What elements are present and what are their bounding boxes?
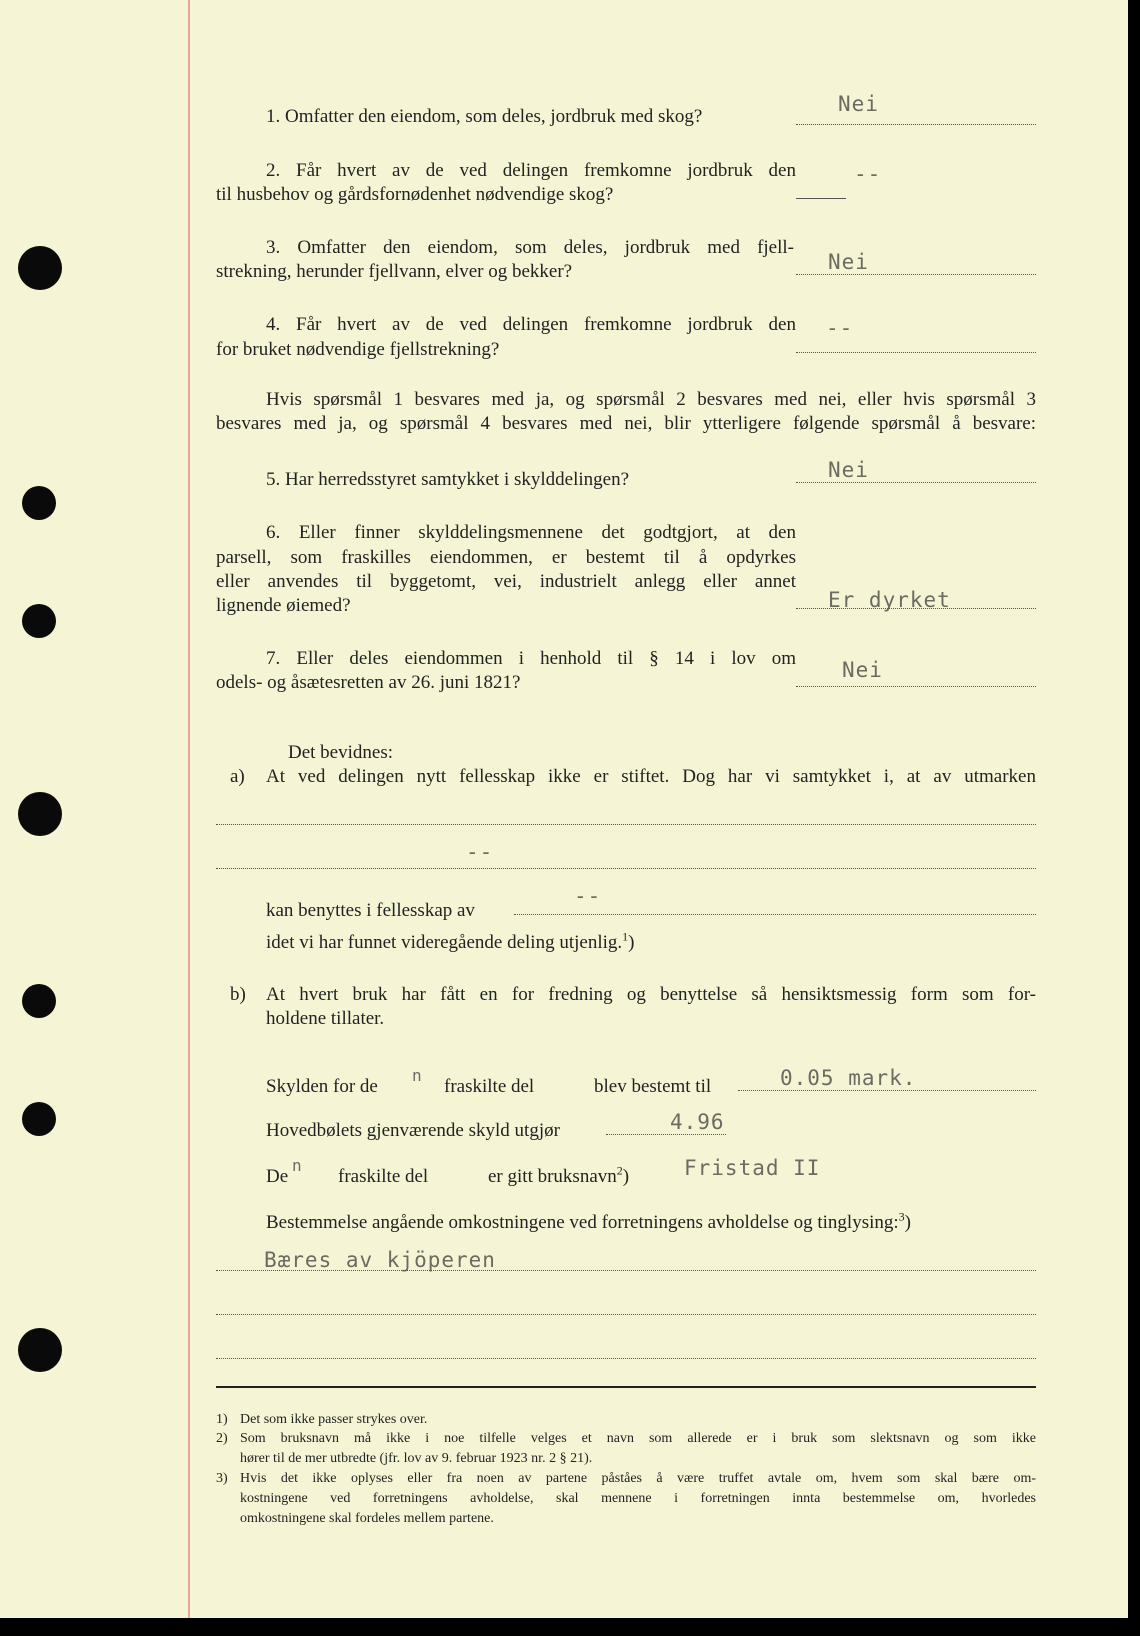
navn-n: n (292, 1156, 303, 1175)
footnote-separator (216, 1386, 1036, 1388)
shared-label: kan benyttes i fellesskap av (266, 900, 475, 921)
skyld-value: 0.05 mark. (780, 1066, 917, 1090)
answer-line-2 (796, 198, 846, 199)
cost-fill-line-1 (216, 1270, 1036, 1271)
question-2-line-2: til husbehov og gårdsfornødenhet nødvendige skog? (216, 184, 614, 205)
question-6-line-2: parsell, som fraskilles eiendommen, er bestemt til å opdyrkes (216, 547, 796, 568)
shared-fill-line (514, 914, 1036, 915)
navn-value: Fristad II (684, 1156, 821, 1180)
question-3-line-2: strekning, herunder fjellvann, elver og bekker? (216, 261, 573, 282)
question-3-line-1: 3. Omfatter den eiendom, som deles, jordbruk med fjell- (266, 237, 794, 258)
navn-mid: fraskilte del (338, 1166, 429, 1187)
cost-label-text: Bestemmelse angående omkostningene ved forretningens avholdelse og tinglysing: (266, 1212, 899, 1233)
cost-value: Bæres av kjöperen (264, 1248, 496, 1272)
question-7-line-2: odels- og åsætesretten av 26. juni 1821? (216, 672, 521, 693)
footnote-2-line-2: hører til de mer utbredte (jfr. lov av 9. februar 1923 nr. 2 § 21). (240, 1451, 593, 1466)
found-text-body: idet vi har funnet videregående deling utjenlig. (266, 932, 623, 953)
hoved-label: Hovedbølets gjenværende skyld utgjør (266, 1120, 560, 1141)
footnote-3-line-3: omkostningene skal fordeles mellem partene. (240, 1511, 494, 1526)
red-margin-line (188, 0, 190, 1618)
skyld-fill-line (738, 1090, 1036, 1091)
footnote-ref-1: 1 (622, 929, 629, 944)
question-6-line-4: lignende øiemed? (216, 595, 351, 616)
footnote-3-line-1: Hvis det ikke oplyses eller fra noen av partene påståes å være truffet avtale om, hvem som skal bære om- (240, 1471, 1036, 1486)
footnote-3-mark: 3) (216, 1471, 228, 1486)
answer-6: Er dyrket (828, 588, 951, 612)
question-4-line-1: 4. Får hvert av de ved delingen fremkomne jordbruk den (266, 314, 796, 335)
item-a-text: At ved delingen nytt fellesskap ikke er stiftet. Dog har vi samtykket i, at av utmarken (266, 766, 1036, 787)
answer-3: Nei (828, 250, 869, 274)
footnote-1: Det som ikke passer strykes over. (240, 1412, 428, 1427)
answer-7: Nei (842, 658, 883, 682)
footnote-ref-2: 2 (616, 1163, 623, 1178)
navn-suffix-text: er gitt bruksnavn (488, 1166, 617, 1187)
punch-hole (22, 604, 56, 638)
fill-line-a-2 (216, 868, 1036, 869)
question-2-line-1: 2. Får hvert av de ved delingen fremkomne jordbruk den (266, 160, 796, 181)
punch-hole (18, 792, 62, 836)
item-a-marker: a) (230, 766, 245, 787)
question-5: 5. Har herredsstyret samtykket i skylddelingen? (266, 469, 630, 490)
item-a-fill: -- (466, 840, 494, 864)
answer-line-5 (796, 482, 1036, 483)
cost-fill-line-2 (216, 1314, 1036, 1315)
answer-line-4 (796, 352, 1036, 353)
punch-hole (22, 984, 56, 1018)
footnote-3-line-2: kostningene ved forretningens avholdelse, skal mennene i forretningen innta bestemmelse om, hvorledes (240, 1491, 1036, 1506)
answer-line-1 (796, 124, 1036, 125)
navn-suffix: er gitt bruksnavn$^2$) (488, 1163, 630, 1187)
footnote-2-mark: 2) (216, 1431, 228, 1446)
item-b-text-line-1: At hvert bruk har fått en for fredning og benyttelse så hensiktsmessig form som for- (266, 984, 1036, 1005)
question-7-line-1: 7. Eller deles eiendommen i henhold til § 14 i lov om (266, 648, 796, 669)
answer-line-3 (796, 274, 1036, 275)
punch-hole (22, 1102, 56, 1136)
punch-hole (18, 246, 62, 290)
answer-1: Nei (838, 92, 879, 116)
hoved-value: 4.96 (670, 1110, 725, 1134)
punch-hole (22, 486, 56, 520)
shared-fill: -- (574, 884, 602, 908)
cost-label: Bestemmelse angående omkostningene ved forretningens avholdelse og tinglysing:$^3$) (266, 1209, 911, 1233)
question-1: 1. Omfatter den eiendom, som deles, jordbruk med skog? (266, 106, 703, 127)
question-6-line-3: eller anvendes til byggetomt, vei, industrielt anlegg eller annet (216, 571, 796, 592)
item-b-text-line-2: holdene tillater. (266, 1008, 385, 1029)
footnote-ref-3: 3 (898, 1209, 905, 1224)
skyld-n: n (412, 1066, 423, 1085)
found-text: idet vi har funnet videregående deling utjenlig.$^1$) (266, 929, 635, 953)
skyld-mid: fraskilte del (444, 1076, 535, 1097)
answer-4: -- (826, 316, 854, 340)
footnote-2-line-1: Som bruksnavn må ikke i noe tilfelle velges et navn som allerede er i bruk som slektsnavn og som ikke (240, 1431, 1036, 1446)
item-b-marker: b) (230, 984, 246, 1005)
condition-line-2: besvares med ja, og spørsmål 4 besvares med nei, blir ytterligere følgende spørsmål å besvare: (216, 413, 1036, 434)
question-4-line-2: for bruket nødvendige fjellstrekning? (216, 339, 500, 360)
hoved-fill-line (606, 1134, 726, 1135)
answer-line-7 (796, 686, 1036, 687)
question-6-line-1: 6. Eller finner skylddelingsmennene det godtgjort, at den (266, 522, 796, 543)
navn-prefix: De (266, 1166, 289, 1187)
cost-fill-line-3 (216, 1358, 1036, 1359)
skyld-suffix: blev bestemt til (594, 1076, 712, 1097)
condition-line-1: Hvis spørsmål 1 besvares med ja, og spørsmål 2 besvares med nei, eller hvis spørsmål 3 (266, 389, 1036, 410)
punch-hole (18, 1328, 62, 1372)
footnote-1-mark: 1) (216, 1412, 228, 1427)
answer-2: -- (854, 162, 882, 186)
certification-heading: Det bevidnes: (288, 742, 394, 763)
skyld-prefix: Skylden for de (266, 1076, 378, 1097)
answer-5: Nei (828, 458, 869, 482)
fill-line-a-1 (216, 824, 1036, 825)
